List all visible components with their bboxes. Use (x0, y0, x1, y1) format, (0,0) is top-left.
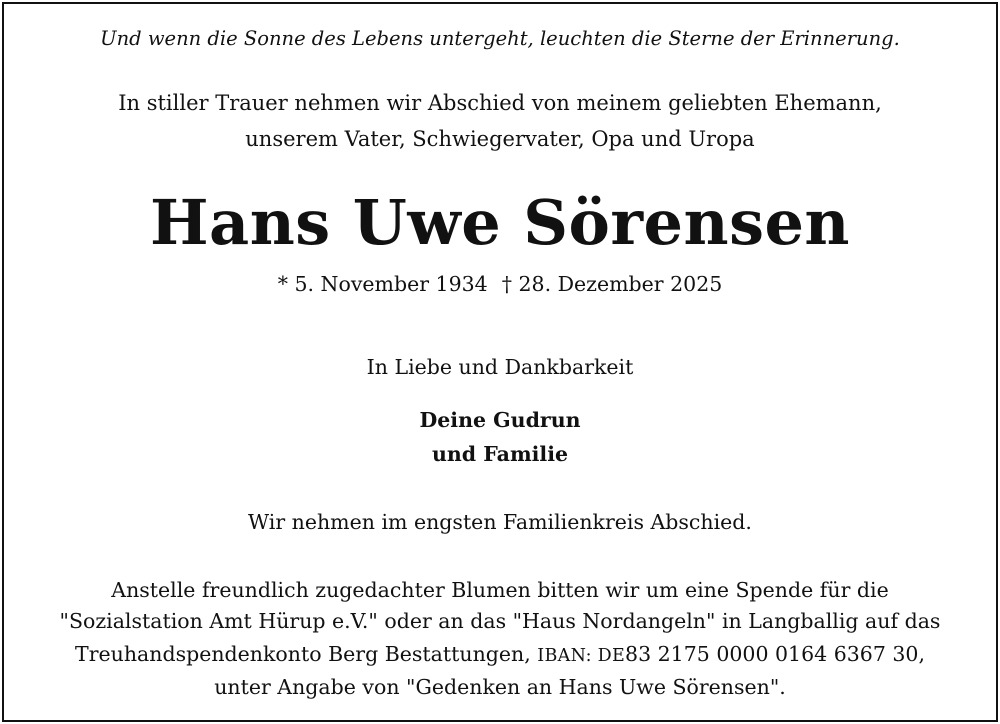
deceased-name: Hans Uwe Sörensen (149, 186, 851, 259)
death-date: † 28. Dezember 2025 (501, 272, 723, 296)
donation-line-2: "Sozialstation Amt Hürup e.V." oder an das "Haus Nordangeln" in Langballig auf das (59, 609, 941, 633)
donation-line-3 (0, 642, 1000, 666)
donation-line-1: Anstelle freundlich zugedachter Blumen bitten wir um eine Spende für die (111, 578, 889, 602)
donation-account: Treuhandspendenkonto Berg Bestattungen, (75, 642, 538, 666)
iban-label: IBAN: DE (537, 646, 626, 666)
signature-line-1: Deine Gudrun (419, 408, 581, 432)
intro-line-2: unserem Vater, Schwiegervater, Opa und Uropa (245, 127, 755, 151)
love-line: In Liebe und Dankbarkeit (366, 355, 634, 379)
memorial-motto: Und wenn die Sonne des Lebens untergeht, leuchten die Sterne der Erinnerung. (100, 27, 900, 50)
signature-line-2: und Familie (431, 442, 569, 466)
farewell-line: Wir nehmen im engsten Familienkreis Abschied. (248, 510, 752, 534)
iban-number: 83 2175 0000 0164 6367 30, (625, 642, 925, 666)
donation-line-4: unter Angabe von "Gedenken an Hans Uwe Sörensen". (214, 675, 786, 699)
intro-line-1: In stiller Trauer nehmen wir Abschied von meinem geliebten Ehemann, (118, 91, 882, 115)
life-dates (0, 272, 1000, 296)
birth-date: * 5. November 1934 (277, 272, 488, 296)
